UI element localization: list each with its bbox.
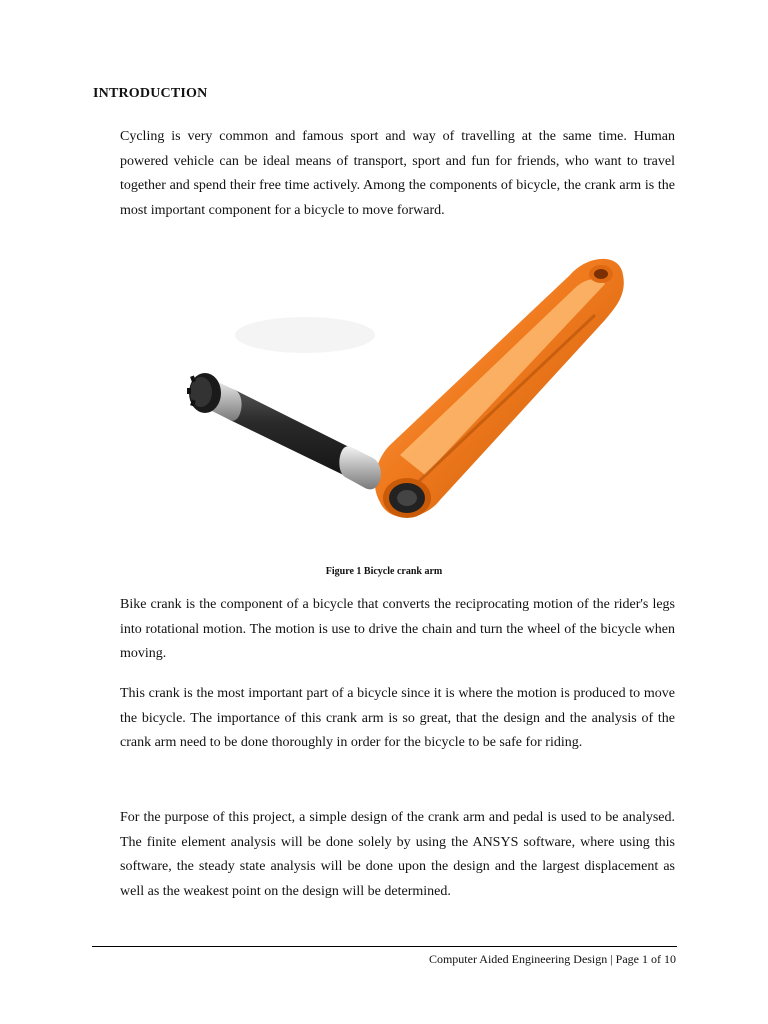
figure-caption: Figure 1 Bicycle crank arm	[325, 566, 443, 577]
intro-paragraph-2: Bike crank is the component of a bicycle that converts the reciprocating motion of the rider's legs into rotational motion. The motion is use to drive the chain and turn the wheel of the bicycle when moving.	[120, 597, 675, 661]
bicycle-crank-arm-image	[175, 240, 635, 540]
figure	[175, 240, 635, 540]
intro-paragraph-3: This crank is the most important part of a bicycle since it is where the motion is produced to move the bicycle. The importance of this crank arm is so great, that the design and the analysis of the crank arm need to be done thoroughly in order for the bicycle to be safe for riding.	[120, 686, 675, 750]
page-footer: Computer Aided Engineering Design | Page 1 of 10	[428, 952, 676, 966]
intro-paragraph-4: For the purpose of this project, a simple design of the crank arm and pedal is used to be analysed. The finite element analysis will be done solely by using the ANSYS software, where using this software, the steady state analysis will be done upon the design and the largest displacement as well as the weakest point on the design will be determined.	[120, 810, 675, 899]
footer-divider	[92, 946, 677, 947]
section-heading: INTRODUCTION	[93, 86, 208, 101]
intro-paragraph-1: Cycling is very common and famous sport and way of travelling at the same time. Human powered vehicle can be ideal means of transport, sport and fun for friends, who want to travel together and spend their free time actively. Among the components of bicycle, the crank arm is the most important component for a bicycle to move forward.	[120, 129, 675, 218]
